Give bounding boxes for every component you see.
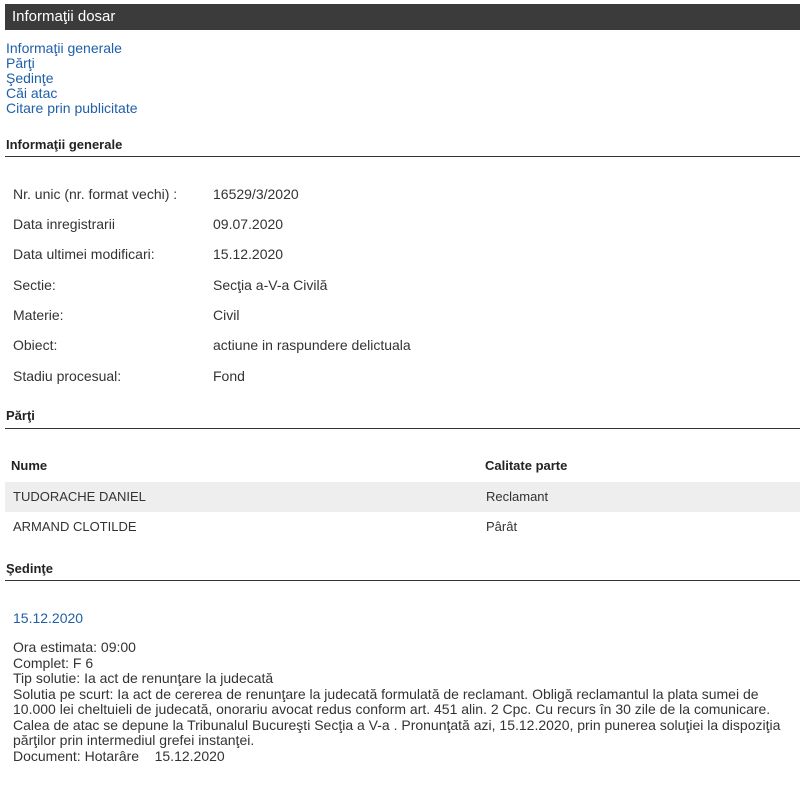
info-value: 09.07.2020 bbox=[213, 216, 284, 232]
nav-link-cai-atac[interactable]: Căi atac bbox=[6, 85, 58, 101]
info-value: Secţia a-V-a Civilă bbox=[213, 277, 328, 293]
section-divider bbox=[5, 428, 800, 429]
nav-link-sedinte[interactable]: Şedinţe bbox=[6, 70, 54, 86]
info-label: Sectie: bbox=[13, 277, 56, 293]
info-value: Civil bbox=[213, 307, 240, 323]
section-title-general: Informaţii generale bbox=[6, 137, 123, 152]
section-divider bbox=[5, 580, 800, 581]
hearing-date: 15.12.2020 bbox=[13, 610, 84, 626]
table-row bbox=[5, 482, 800, 512]
section-nav bbox=[6, 41, 138, 116]
section-divider bbox=[5, 156, 800, 157]
nav-link-citare-publicitate[interactable]: Citare prin publicitate bbox=[6, 100, 138, 116]
party-role: Pârât bbox=[486, 519, 518, 534]
info-label: Materie: bbox=[13, 307, 64, 323]
section-title-sedinte: Şedinţe bbox=[6, 561, 53, 576]
info-value: 16529/3/2020 bbox=[213, 186, 299, 202]
info-label: Data inregistrarii bbox=[13, 216, 115, 232]
column-header-calitate: Calitate parte bbox=[485, 458, 568, 473]
info-value: Fond bbox=[213, 368, 245, 384]
party-name: TUDORACHE DANIEL bbox=[13, 489, 146, 504]
nav-link-parti[interactable]: Părţi bbox=[6, 55, 35, 71]
nav-link-informatii-generale[interactable]: Informaţii generale bbox=[6, 40, 122, 56]
info-value: 15.12.2020 bbox=[213, 246, 284, 262]
party-role: Reclamant bbox=[486, 489, 549, 504]
hearing-document: Document: Hotarâre 15.12.2020 bbox=[13, 747, 225, 764]
hearing-solution-type: Tip solutie: Ia act de renunţare la judecată bbox=[13, 670, 274, 686]
hearing-time: Ora estimata: 09:00 bbox=[13, 639, 136, 655]
table-row bbox=[5, 512, 800, 542]
column-header-nume: Nume bbox=[11, 458, 48, 473]
party-name: ARMAND CLOTILDE bbox=[13, 519, 137, 534]
info-label: Data ultimei modificari: bbox=[13, 246, 155, 262]
info-label: Nr. unic (nr. format vechi) : bbox=[13, 186, 178, 202]
info-label: Obiect: bbox=[13, 337, 58, 353]
page-title: Informaţii dosar bbox=[5, 4, 800, 30]
section-title-parti: Părţi bbox=[6, 408, 35, 423]
hearing-solution-summary: Solutia pe scurt: Ia act de cererea de renunţare la judecată formulată de reclamant. Obligă reclamantul la plata sumei de 10.000 lei cheltuieli de judecată, onorariu avocat redus conform art. 451 alin. 2 Cpc. Cu recurs în 30 zile de la comunicare. Calea de atac se depune la Tribunalul Bucureşti Secţia a V-a . Pronunţată azi, 15.12.2020, prin punerea soluţiei la dispoziţia părţilor prin intermediul grefei instanţei. bbox=[13, 685, 781, 748]
hearing-details bbox=[13, 640, 788, 764]
info-label: Stadiu procesual: bbox=[13, 368, 122, 384]
hearing-panel: Complet: F 6 bbox=[13, 654, 94, 671]
info-value: actiune in raspundere delictuala bbox=[213, 337, 411, 353]
